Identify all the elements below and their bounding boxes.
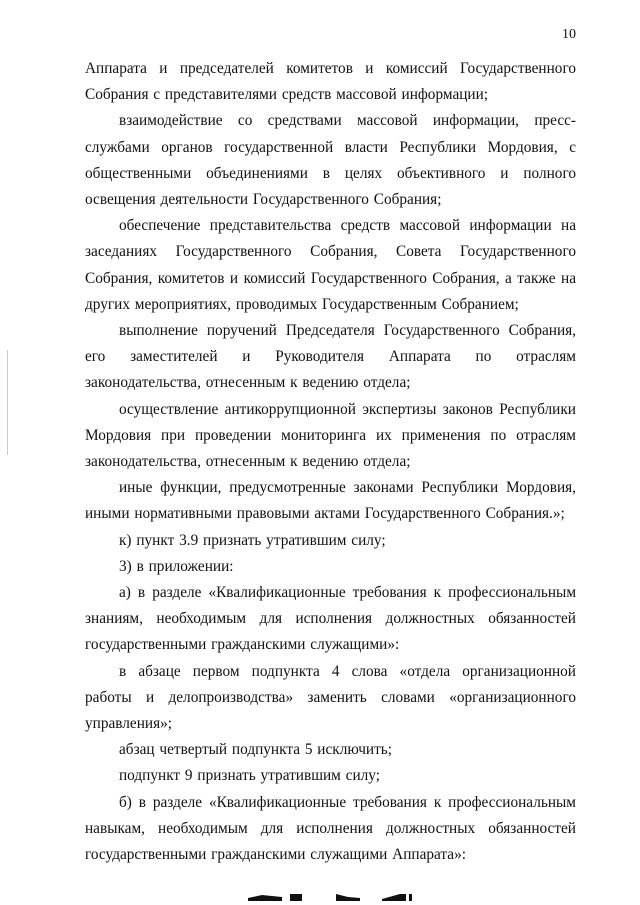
- paragraph: выполнение поручений Председателя Государственного Собрания, его заместителей и Руководителя Аппарата по отраслям законодательства, отнесенным к ведению отдела;: [85, 322, 576, 392]
- paragraph: абзац четвертый подпункта 5 исключить;: [119, 741, 392, 759]
- page-number: 10: [562, 27, 576, 42]
- paragraph: осуществление антикоррупционной экспертизы законов Республики Мордовия при проведении мониторинга их применения по отраслям законодательства, отнесенным к ведению отдела;: [85, 400, 576, 471]
- margin-scan-line: [7, 350, 8, 455]
- paragraph: а) в разделе «Квалификационные требования к профессиональным знаниям, необходимым для исполнения должностных обязанностей государственными гражданскими служащими»:: [85, 584, 576, 654]
- paragraph: подпункт 9 признать утратившим силу;: [119, 767, 380, 785]
- document-body: [85, 56, 576, 868]
- paragraph: обеспечение представительства средств массовой информации на заседаниях Государственного Собрания, Совета Государственного Собрания, комитетов и комиссий Государственного Собрания, а также на других мероприятиях, проводимых Государственным Собранием;: [85, 217, 576, 313]
- paragraph-continuation: Аппарата и председателей комитетов и комиссий Государственного Собрания с представителями средств массовой информации;: [85, 60, 576, 104]
- paragraph: к) пункт 3.9 признать утратившим силу;: [119, 531, 386, 549]
- paragraph: взаимодействие со средствами массовой информации, пресс-службами органов государственной власти Республики Мордовия, с общественными объединениями в целях объективного и полного освещения деятельности Государственного Собрания;: [85, 112, 576, 209]
- paragraph: в абзаце первом подпункта 4 слова «отдела организационной работы и делопроизводства» заменить словами «организационного управления»;: [85, 662, 576, 733]
- paragraph: иные функции, предусмотренные законами Республики Мордовия, иными нормативными правовыми актами Государственного Собрания.»;: [85, 479, 576, 523]
- paragraph: 3) в приложении:: [119, 557, 234, 575]
- paragraph: б) в разделе «Квалификационные требования к профессиональным навыкам, необходимым для исполнения должностных обязанностей государственными гражданскими служащими Аппарата»:: [85, 793, 576, 864]
- footer-scan-marks: [0, 888, 640, 905]
